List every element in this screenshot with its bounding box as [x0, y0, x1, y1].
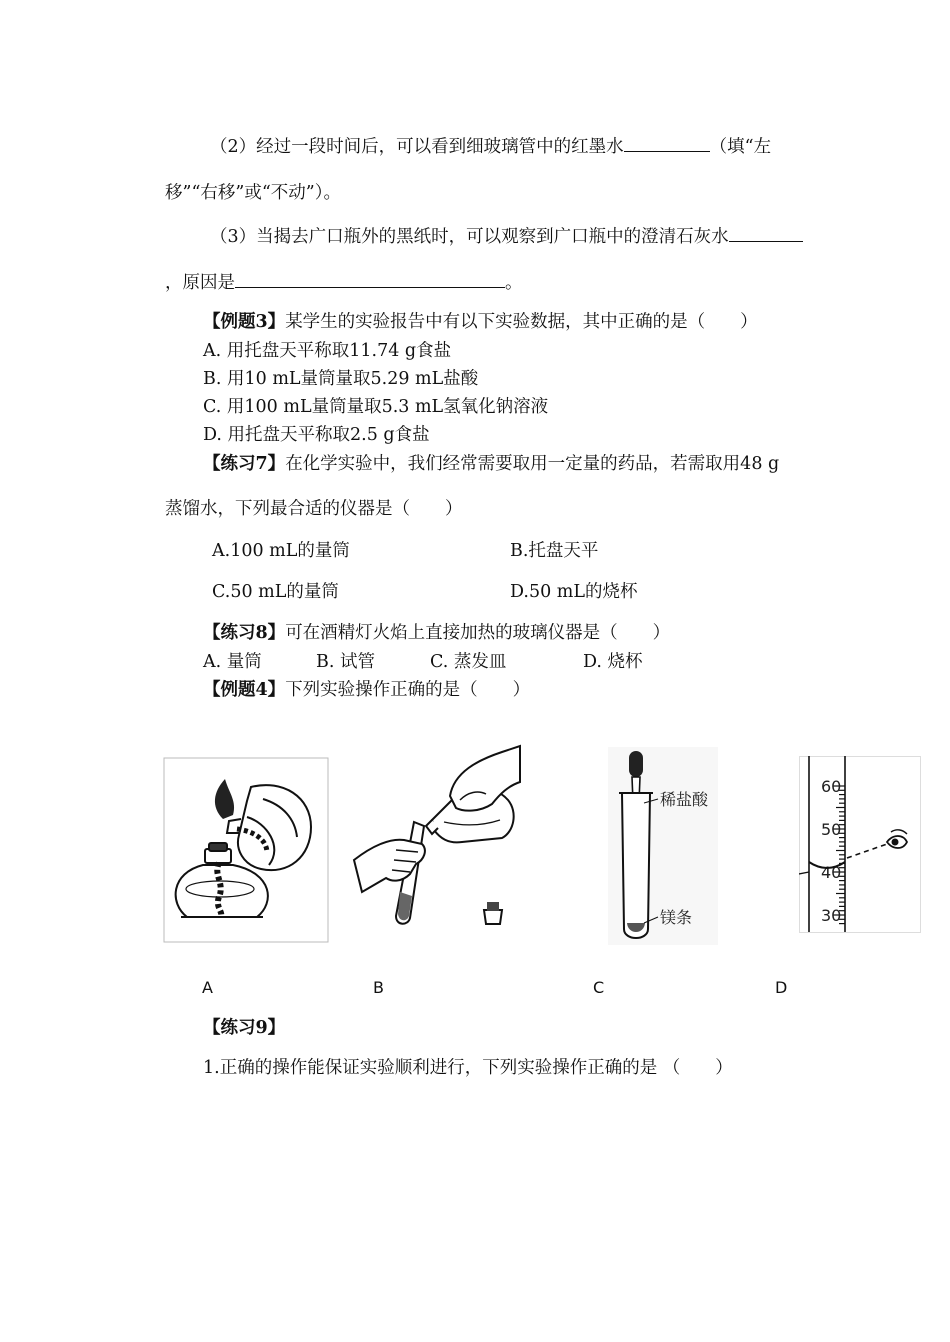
- figure-a-alcohol-lamps: [163, 757, 329, 943]
- q2-line1: （2）经过一段时间后，可以看到细玻璃管中的红墨水 （填“左: [210, 134, 771, 158]
- figure-label-b: B: [373, 978, 384, 997]
- label-magnesium-strip: 镁条: [660, 908, 693, 927]
- tick-label-60: 60: [821, 777, 842, 796]
- option-c: C. 蒸发皿: [430, 652, 507, 672]
- option-b: B.托盘天平: [510, 541, 599, 561]
- q2-line2: 移”“右移”或“不动”）。: [165, 183, 341, 203]
- figure-label-a: A: [202, 978, 213, 997]
- option-b: B. 用10 mL量筒量取5.29 mL盐酸: [203, 369, 479, 389]
- example3-question: 【例题3】某学生的实验报告中有以下实验数据，其中正确的是（ ）: [203, 312, 758, 332]
- practice9-item1: 1.正确的操作能保证实验顺利进行，下列实验操作正确的是 （ ）: [203, 1058, 733, 1078]
- option-a: A. 量筒: [203, 652, 262, 672]
- figure-b-pouring-liquid: [352, 742, 522, 930]
- figure-d-graduated-cylinder: [799, 756, 921, 934]
- figure-label-c: C: [593, 978, 605, 997]
- option-d: D. 用托盘天平称取2.5 g食盐: [203, 425, 430, 445]
- answer-blank[interactable]: [624, 134, 710, 152]
- answer-blank[interactable]: [729, 224, 803, 242]
- figure-label-d: D: [775, 978, 788, 997]
- example4-question: 【例题4】下列实验操作正确的是（ ）: [203, 680, 531, 700]
- test-tube: [619, 793, 653, 938]
- option-d: D.50 mL的烧杯: [510, 582, 638, 602]
- option-c: C. 用100 mL量筒量取5.3 mL氢氧化钠溶液: [203, 397, 549, 417]
- option-c: C.50 mL的量筒: [212, 582, 339, 602]
- tick-label-40: 40: [821, 863, 842, 882]
- option-a: A. 用托盘天平称取11.74 g食盐: [203, 341, 452, 361]
- option-d: D. 烧杯: [583, 652, 643, 672]
- figure-c-dropper: [608, 747, 718, 945]
- practice8-question: 【练习8】可在酒精灯火焰上直接加热的玻璃仪器是（ ）: [203, 623, 671, 643]
- option-a: A.100 mL的量筒: [212, 541, 350, 561]
- flame: [215, 779, 234, 819]
- tick-label-30: 30: [821, 906, 842, 925]
- practice7-question: 【练习7】在化学实验中，我们经常需要取用一定量的药品，若需取用48 g: [203, 454, 780, 474]
- label-dilute-hcl: 稀盐酸: [660, 790, 709, 809]
- option-b: B. 试管: [316, 652, 375, 672]
- q3-line1: （3）当揭去广口瓶外的黑纸时，可以观察到广口瓶中的澄清石灰水: [210, 224, 803, 248]
- tick-label-50: 50: [821, 820, 842, 839]
- practice9-heading: 【练习9】: [203, 1018, 286, 1038]
- bottle-stopper: [484, 902, 502, 924]
- practice7-question-cont: 蒸馏水，下列最合适的仪器是（ ）: [165, 499, 463, 519]
- answer-blank[interactable]: [235, 270, 505, 288]
- q3-line2: ，原因是 。: [165, 270, 523, 294]
